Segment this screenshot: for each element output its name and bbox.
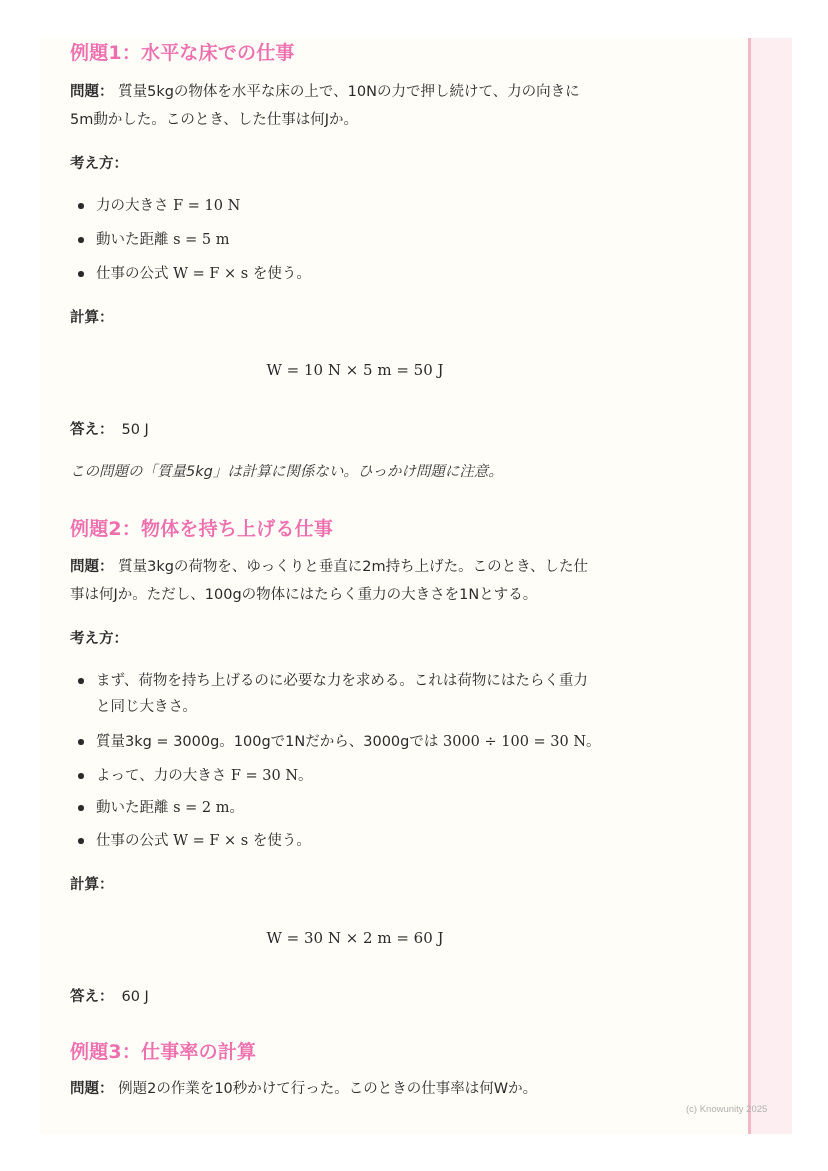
right-margin-line: [748, 38, 751, 1134]
list-item-text: 動いた距離: [96, 800, 169, 816]
list-item-tail: 。: [298, 768, 313, 784]
list-item-text: 仕事の公式: [96, 833, 169, 849]
bullet-icon: [78, 773, 84, 779]
math-inline: s = 2 m: [173, 800, 230, 816]
list-item-text: まず、荷物を持ち上げるのに必要な力を求める。これは荷物にはたらく重力: [96, 673, 588, 689]
math-inline: W = F × s: [173, 266, 249, 282]
answer-label: 答え：: [70, 989, 114, 1005]
example-1-calc-label: 計算：: [70, 310, 114, 326]
example-2-problem: [70, 553, 640, 609]
bullet-icon: [78, 271, 84, 277]
example-1-problem: [70, 78, 640, 134]
right-margin-strip: [750, 38, 792, 1134]
example-1-equation: W = 10 N × 5 m = 50 J: [266, 361, 444, 379]
example-3-heading: 例題3：仕事率の計算: [70, 1041, 257, 1063]
math-inline: F = 10 N: [173, 198, 241, 214]
problem-text-line-2: 事は何Jか。ただし、100gの物体にはたらく重力の大きさを1Nとする。: [70, 587, 538, 603]
example-1-approach-label: 考え方：: [70, 156, 128, 172]
bullet-icon: [78, 678, 84, 684]
example-2-equation: W = 30 N × 2 m = 60 J: [266, 929, 444, 947]
bullet-icon: [78, 203, 84, 209]
bullet-icon: [78, 838, 84, 844]
example-1-answer: [70, 418, 149, 439]
problem-label: 問題：: [70, 84, 114, 100]
list-item: [70, 828, 640, 854]
example-3-problem: [70, 1075, 640, 1103]
list-item-text: 動いた距離: [96, 232, 169, 248]
list-item-text: 力の大きさ: [96, 198, 169, 214]
math-inline: s = 5 m: [173, 232, 230, 248]
math-inline: W = F × s: [173, 833, 249, 849]
list-item-text: よって、力の大きさ: [96, 768, 227, 784]
list-item: [70, 729, 640, 755]
answer-value: 50 J: [121, 422, 149, 438]
math-inline: F = 30 N: [230, 768, 299, 784]
list-item-tail: 。: [586, 734, 601, 750]
list-item: [70, 227, 640, 253]
math-inline: 3000 ÷ 100 = 30 N: [442, 734, 587, 750]
example-2-heading: 例題2：物体を持ち上げる仕事: [70, 518, 334, 540]
list-item-text: 仕事の公式: [96, 266, 169, 282]
list-item-tail: を使う。: [252, 833, 311, 849]
example-2-answer: [70, 985, 149, 1006]
example-2-approach-label: 考え方：: [70, 631, 128, 647]
problem-text-line-1: 例題2の作業を10秒かけて行った。このときの仕事率は何Wか。: [118, 1081, 538, 1097]
list-item-tail: を使う。: [252, 266, 311, 282]
list-item: [70, 261, 640, 287]
problem-label: 問題：: [70, 559, 114, 575]
list-item-text-cont: と同じ大きさ。: [96, 699, 197, 715]
answer-label: 答え：: [70, 422, 114, 438]
answer-value: 60 J: [121, 989, 149, 1005]
problem-text-line-2: 5m動かした。このとき、した仕事は何Jか。: [70, 112, 359, 128]
bullet-icon: [78, 739, 84, 745]
list-item: [70, 193, 640, 219]
example-1-note: この問題の「質量5kg」は計算に関係ない。ひっかけ問題に注意。: [70, 464, 503, 480]
bullet-icon: [78, 237, 84, 243]
problem-label: 問題：: [70, 1081, 114, 1097]
example-1-heading: 例題1：水平な床での仕事: [70, 42, 295, 64]
list-item: [70, 795, 640, 821]
list-item-text: 質量3kg = 3000g。100gで1Nだから、3000gでは: [96, 734, 439, 750]
problem-text-line-1: 質量5kgの物体を水平な床の上で、10Nの力で押し続けて、力の向きに: [118, 84, 580, 100]
list-item: [70, 763, 640, 789]
example-2-calc-label: 計算：: [70, 877, 114, 893]
list-item-tail: 。: [229, 800, 245, 816]
list-item: [70, 668, 640, 720]
bullet-icon: [78, 805, 84, 811]
copyright-footer: (c) Knowunity 2025: [686, 1104, 768, 1115]
problem-text-line-1: 質量3kgの荷物を、ゆっくりと垂直に2m持ち上げた。このとき、した仕: [118, 559, 589, 575]
